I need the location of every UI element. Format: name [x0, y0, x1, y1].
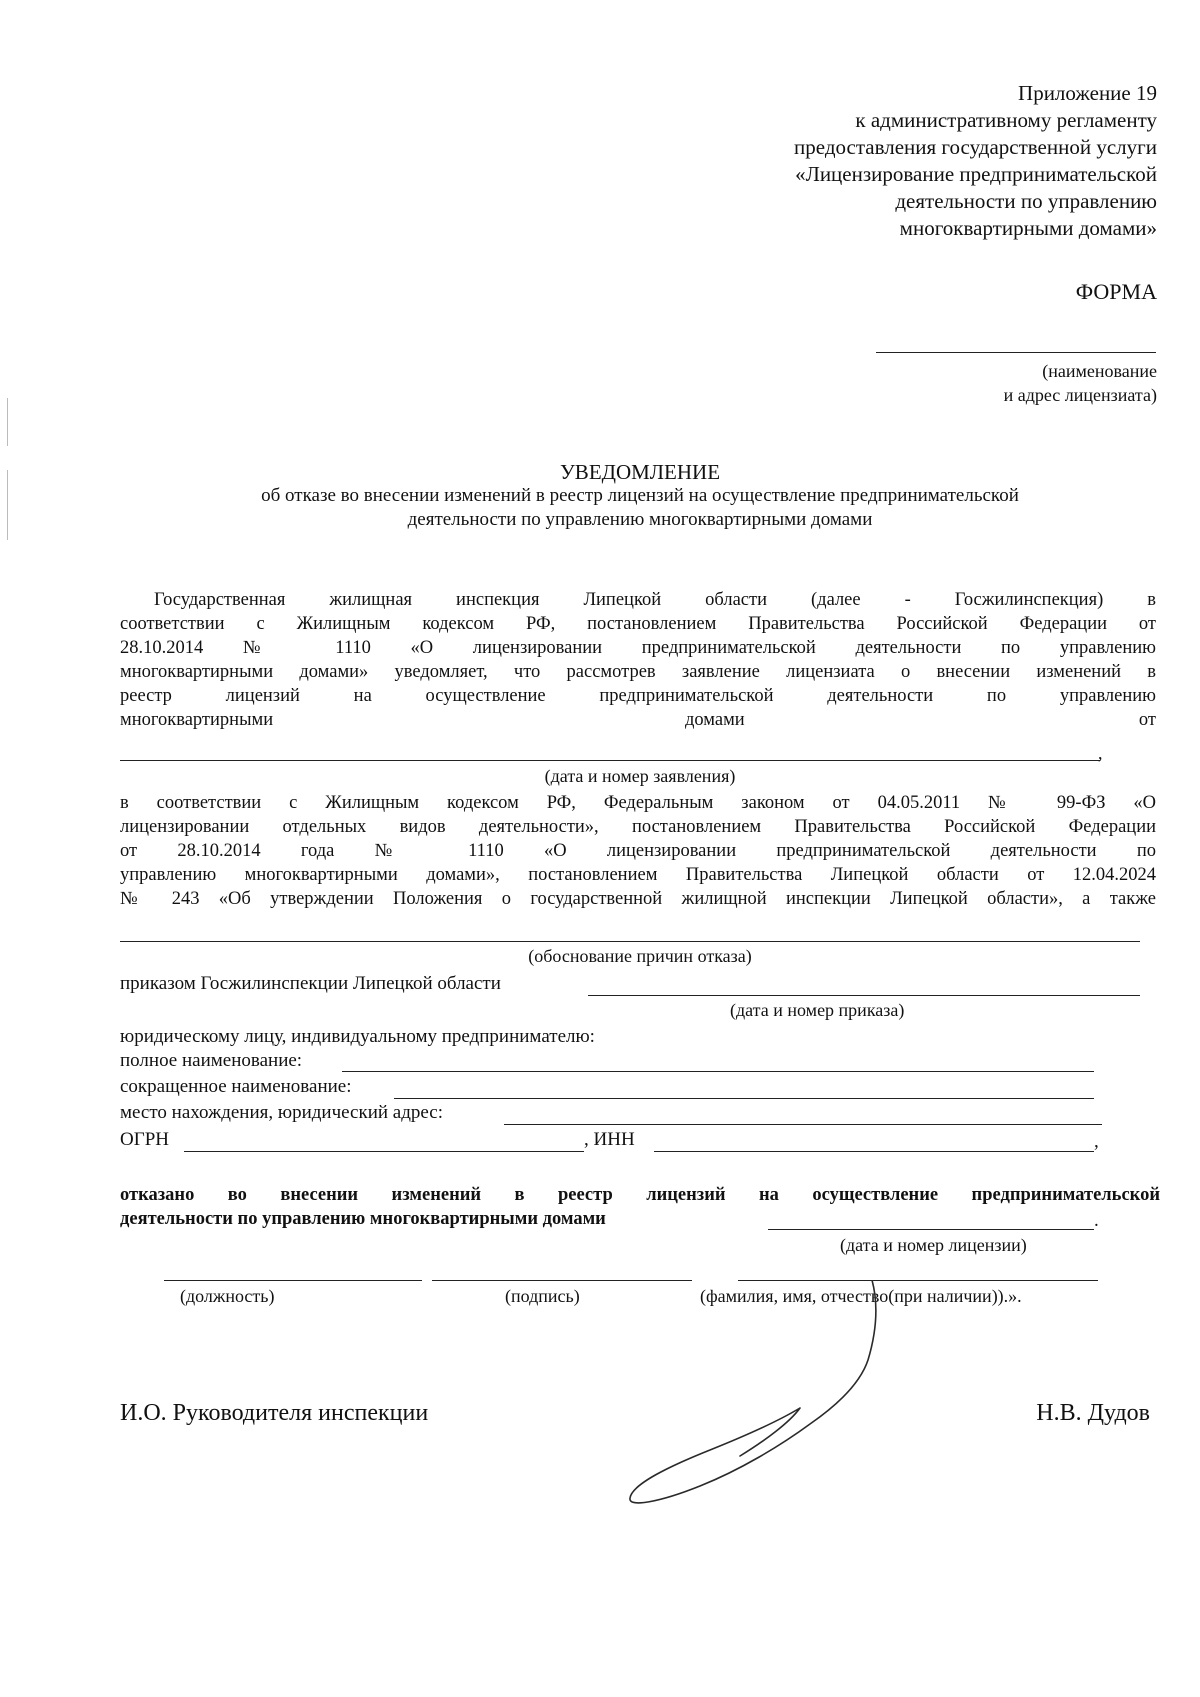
entity-short-name-line [394, 1098, 1094, 1099]
paragraph-line: № 243 «Об утверждении Положения о государственной жилищной инспекции Липецкой области», а также [120, 889, 1156, 909]
signature-caption: (подпись) [505, 1286, 580, 1306]
notice-subtitle-line: об отказе во внесении изменений в реестр лицензий на осуществление предпринимательской [261, 485, 1019, 506]
scan-mark [7, 398, 8, 446]
paragraph-line: соответствии с Жилищным кодексом РФ, постановлением Правительства Российской Федерации от [120, 614, 1156, 634]
appendix-line: многоквартирными домами» [899, 216, 1157, 240]
paragraph-line: 28.10.2014 № 1110 «О лицензировании предпринимательской деятельности по управлению [120, 638, 1156, 658]
reason-caption: (обоснование причин отказа) [528, 946, 752, 966]
name-caption: (фамилия, имя, отчество(при наличии)).». [700, 1286, 1022, 1306]
handwritten-signature [600, 1280, 920, 1520]
application-caption: (дата и номер заявления) [544, 766, 736, 786]
addressee-caption [757, 359, 1157, 407]
period: . [1094, 1210, 1099, 1231]
paragraph-line: многоквартирными домами» уведомляет, что рассмотрев заявление лицензиата о внесении изменений в [120, 662, 1156, 682]
signatory-title: И.О. Руководителя инспекции [120, 1400, 429, 1426]
order-label: приказом Госжилинспекции Липецкой области [120, 973, 501, 994]
license-caption: (дата и номер лицензии) [840, 1235, 1027, 1255]
entity-intro: юридическому лицу, индивидуальному предпринимателю: [120, 1026, 595, 1047]
notice-heading: УВЕДОМЛЕНИЕ [559, 460, 721, 484]
appendix-block [557, 80, 1157, 242]
entity-address-label: место нахождения, юридический адрес: [120, 1102, 443, 1123]
entity-full-name-line [342, 1071, 1094, 1072]
entity-full-name-label: полное наименование: [120, 1050, 303, 1071]
paragraph-1 [120, 588, 1156, 732]
paragraph-line: от 28.10.2014 года № 1110 «О лицензировании предпринимательской деятельности по [120, 841, 1156, 861]
order-caption: (дата и номер приказа) [730, 1000, 905, 1020]
entity-short-name-label: сокращенное наименование: [120, 1076, 352, 1097]
addressee-caption-line: (наименование [1042, 361, 1157, 381]
position-line [164, 1280, 422, 1281]
paragraph-line: управлению многоквартирными домами», постановлением Правительства Липецкой области от 12.04.2024 [120, 865, 1156, 885]
entity-address-line [504, 1124, 1102, 1125]
refusal-line: отказано во внесении изменений в реестр лицензий на осуществление предпринимательской [120, 1185, 1160, 1205]
refusal-line: деятельности по управлению многоквартирными домами [120, 1209, 606, 1229]
paragraph-2 [120, 791, 1156, 911]
signatory-name: Н.В. Дудов [1036, 1400, 1150, 1426]
refusal-text [120, 1183, 1160, 1207]
appendix-line: деятельности по управлению [895, 189, 1157, 213]
inn-line [654, 1151, 1094, 1152]
appendix-line: «Лицензирование предпринимательской [795, 162, 1157, 186]
text-fragment: от [1138, 710, 1156, 730]
paragraph-line: Государственная жилищная инспекция Липецкой области (далее - Госжилинспекция) в [154, 590, 1156, 610]
text-fragment: многоквартирными [120, 710, 274, 730]
form-label: ФОРМА [1075, 279, 1157, 304]
text-fragment: домами [685, 710, 745, 730]
paragraph-line: в соответствии с Жилищным кодексом РФ, Федеральным законом от 04.05.2011 № 99-ФЗ «О [120, 793, 1156, 813]
addressee-line [876, 352, 1156, 353]
ogrn-line [184, 1151, 584, 1152]
paragraph-line: реестр лицензий на осуществление предпринимательской деятельности по управлению [120, 686, 1156, 706]
inn-label: , ИНН [584, 1129, 635, 1150]
application-line [120, 760, 1100, 761]
ogrn-label: ОГРН [120, 1129, 169, 1150]
comma: , [1094, 1131, 1099, 1152]
order-line [588, 995, 1140, 996]
comma: , [1098, 743, 1103, 763]
appendix-line: к административному регламенту [855, 108, 1157, 132]
appendix-line: Приложение 19 [1018, 81, 1157, 105]
addressee-caption-line: и адрес лицензиата) [1003, 385, 1157, 405]
license-line [768, 1229, 1094, 1230]
position-caption: (должность) [180, 1286, 275, 1306]
scan-mark [7, 470, 8, 540]
appendix-line: предоставления государственной услуги [794, 135, 1157, 159]
notice-subtitle-line: деятельности по управлению многоквартирными домами [407, 509, 873, 530]
reason-line [120, 941, 1140, 942]
paragraph-line [120, 708, 1156, 732]
paragraph-line: лицензировании отдельных видов деятельности», постановлением Правительства Российской Федерации [120, 817, 1156, 837]
